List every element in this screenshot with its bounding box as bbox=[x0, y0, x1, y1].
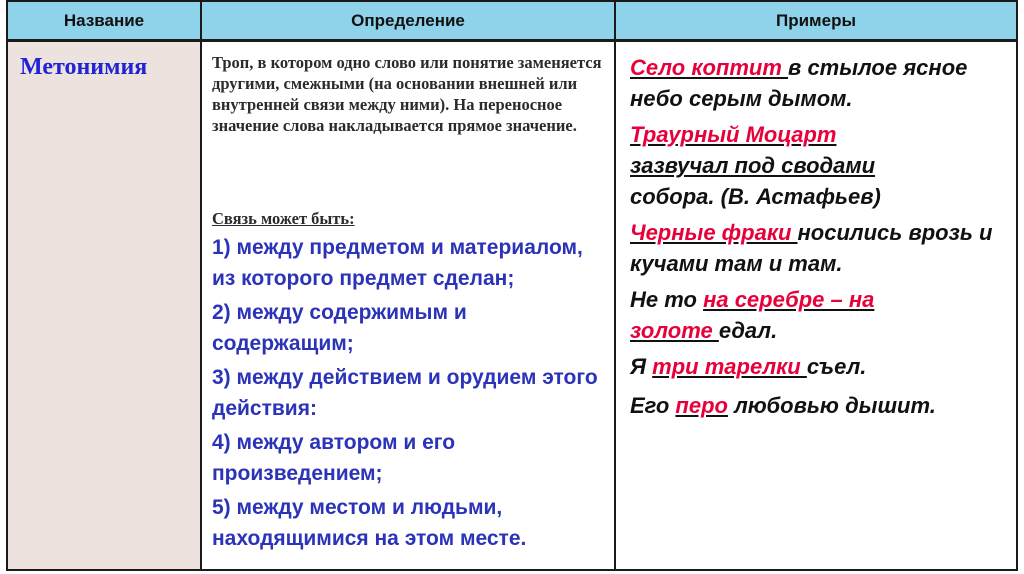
example-text: едал. bbox=[718, 318, 778, 343]
table-header-row bbox=[8, 2, 1016, 42]
term-name: Метонимия bbox=[20, 54, 148, 80]
example-item bbox=[630, 119, 1010, 212]
link-type-item: 3) между действием и орудием этого действия: bbox=[212, 366, 598, 420]
example-highlight: Село коптит bbox=[630, 55, 789, 80]
example-highlight: перо bbox=[675, 393, 728, 418]
header-definition: Определение bbox=[351, 10, 465, 30]
example-text: любовью дышит bbox=[727, 393, 930, 418]
example-highlight: Траурный Моцарт bbox=[630, 122, 837, 147]
link-type-item: 5) между местом и людьми, находящимися на этом месте. bbox=[212, 496, 527, 550]
example-text: носились врозь и кучами там и там. bbox=[630, 220, 993, 276]
link-type-item: 2) между содержимым и содержащим; bbox=[212, 301, 467, 355]
example-highlight: три тарелки bbox=[652, 354, 807, 379]
column-divider bbox=[200, 2, 202, 569]
examples-cell bbox=[616, 42, 1016, 569]
example-text: Я bbox=[630, 354, 653, 379]
example-item bbox=[630, 351, 1010, 382]
header-name: Название bbox=[63, 10, 145, 30]
example-highlight: Черные фраки bbox=[630, 220, 798, 245]
link-type-item: 1) между предметом и материалом, из которого предмет сделан; bbox=[212, 236, 583, 290]
example-text: . bbox=[929, 393, 936, 418]
example-text: съел. bbox=[806, 354, 867, 379]
term-cell bbox=[8, 42, 200, 569]
link-type-item: 4) между автором и его произведением; bbox=[212, 431, 456, 485]
example-text: собора. (В. Астафьев) bbox=[630, 184, 881, 209]
column-divider bbox=[614, 2, 616, 569]
example-item bbox=[630, 390, 1010, 421]
link-types-heading: Связь может быть: bbox=[212, 209, 355, 228]
definition-intro: Троп, в котором одно слово или понятие заменяется другими, смежными (на основании внешней или внутренней связи между ними). На переносное значение слова накладывается прямое значение. bbox=[212, 53, 602, 135]
example-item bbox=[630, 284, 1010, 346]
example-text: Его bbox=[630, 393, 676, 418]
example-text: в стылое ясное небо серым дымом. bbox=[630, 55, 968, 111]
definition-table bbox=[6, 0, 1018, 571]
example-highlight: золоте bbox=[630, 318, 719, 343]
example-underlined: зазвучал под сводами bbox=[630, 153, 876, 178]
header-examples: Примеры bbox=[776, 10, 856, 30]
examples-list bbox=[630, 52, 1010, 426]
link-types-list bbox=[212, 232, 610, 557]
example-item bbox=[630, 52, 1010, 114]
example-item bbox=[630, 217, 1010, 279]
definition-cell bbox=[202, 42, 614, 569]
example-text: Не то bbox=[630, 287, 704, 312]
example-highlight: на серебре – на bbox=[703, 287, 875, 312]
